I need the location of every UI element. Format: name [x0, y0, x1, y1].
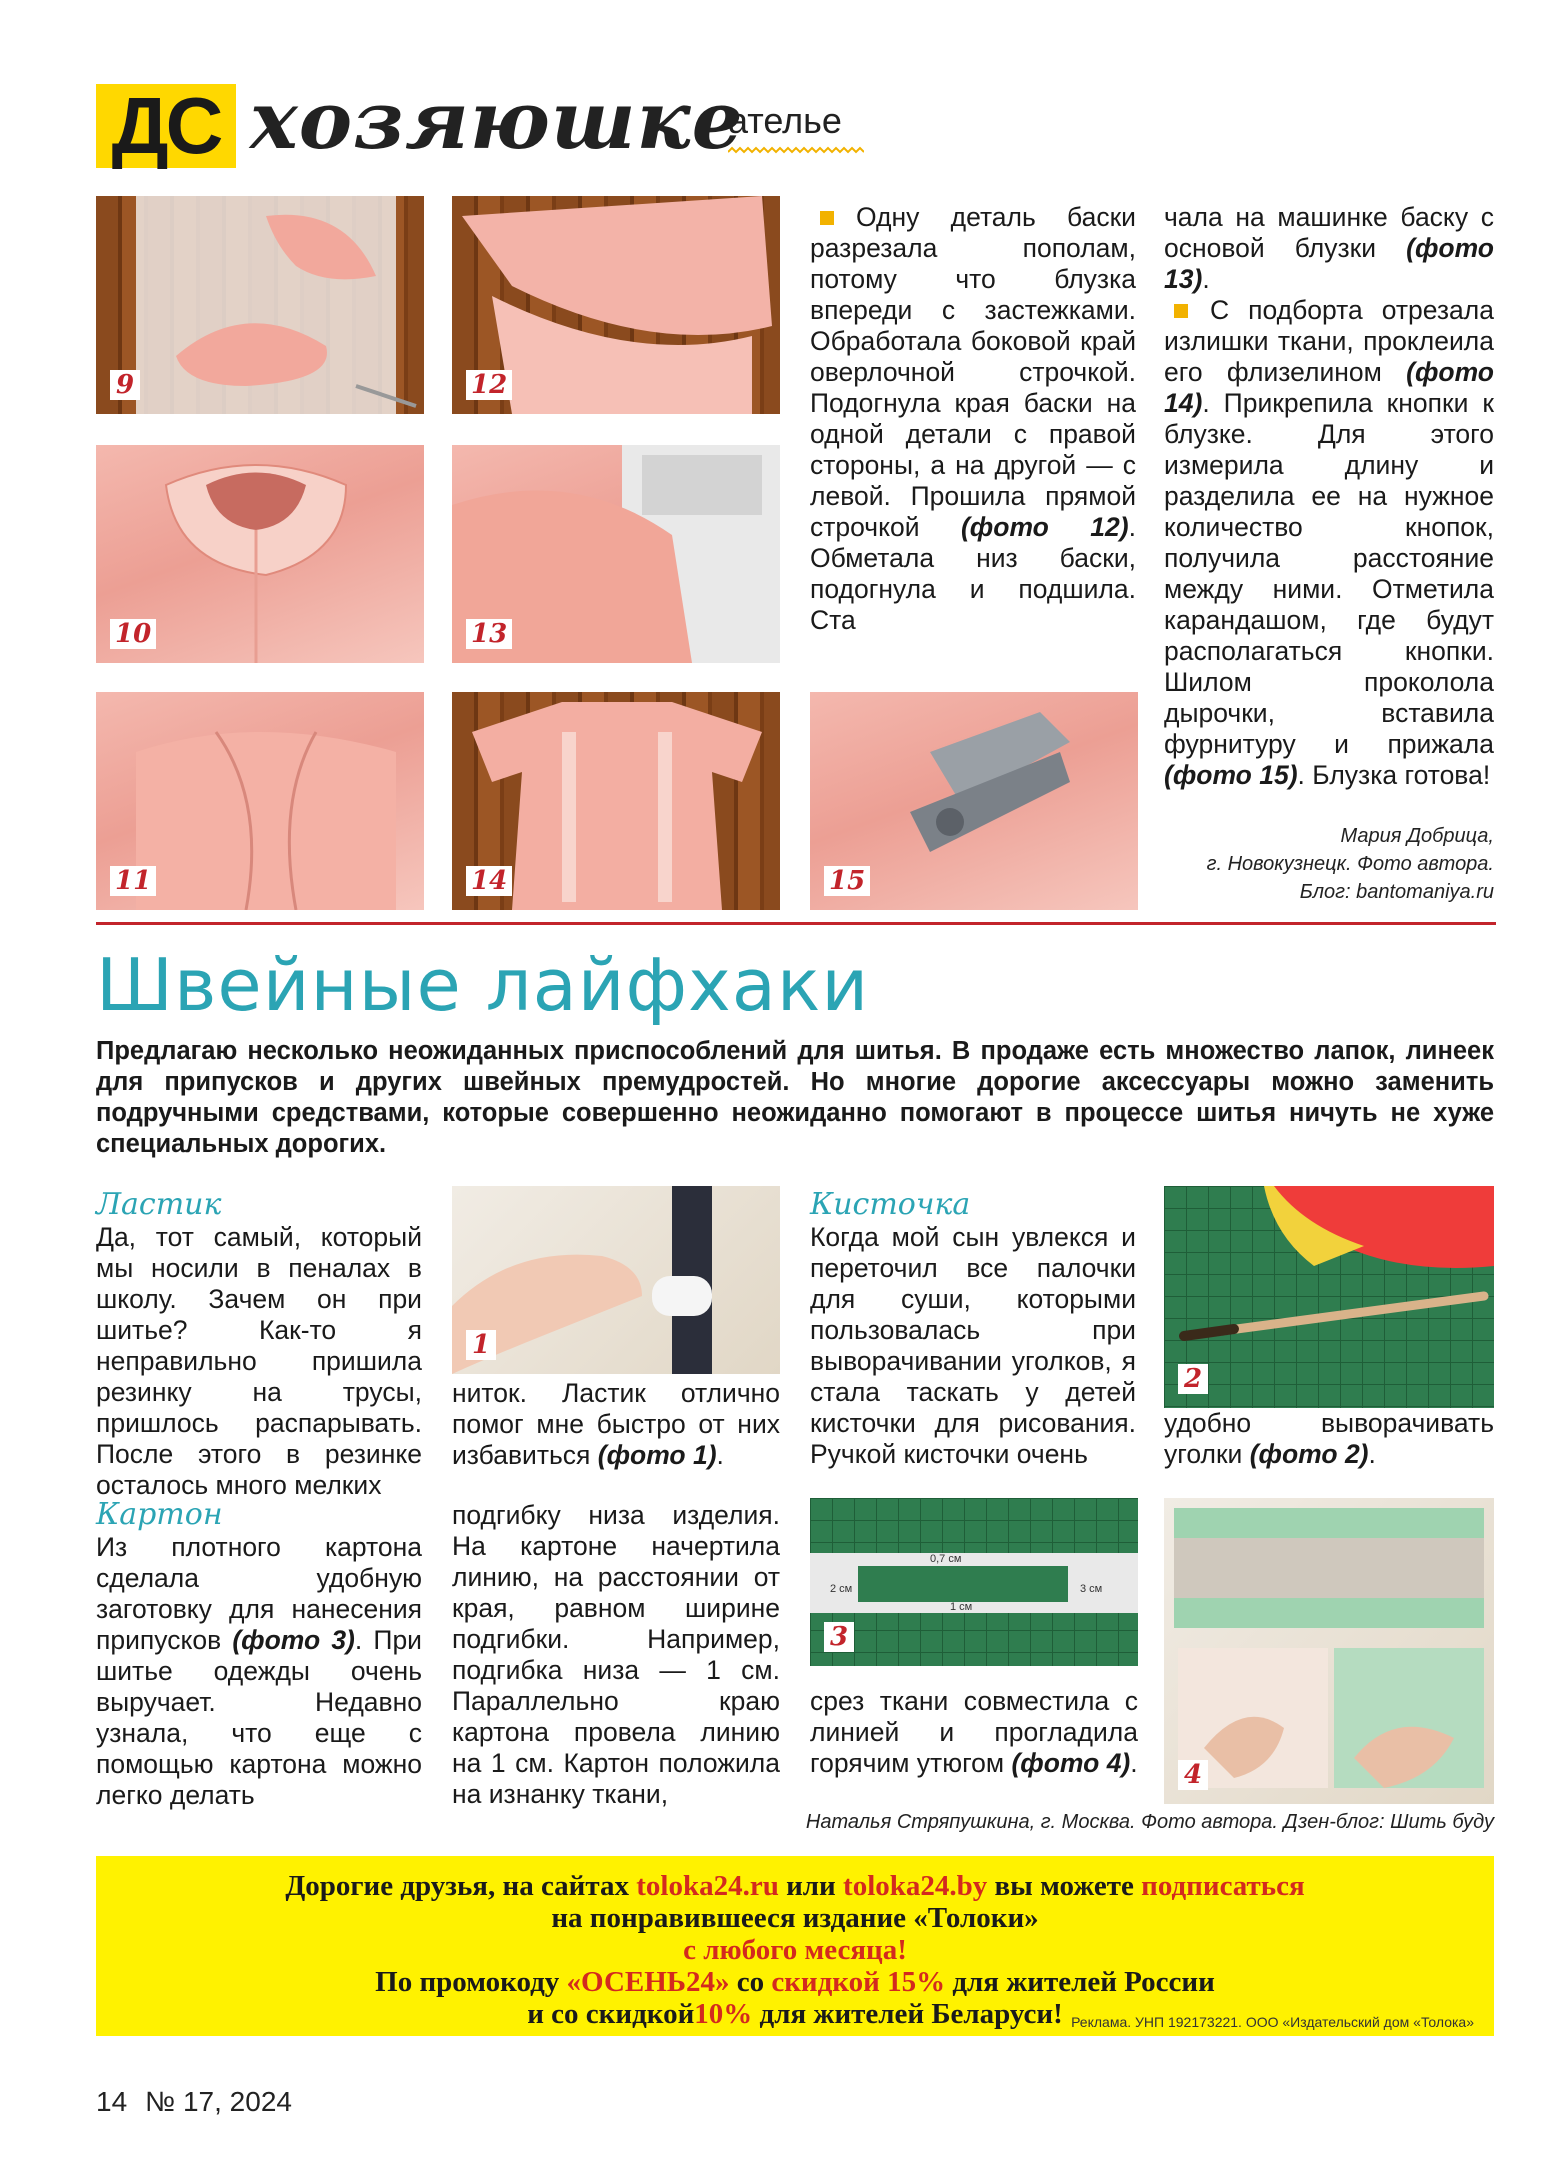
ad-site-by[interactable]: toloka24.by	[843, 1870, 988, 1902]
subscription-ad	[96, 1856, 1494, 2036]
photo-reference: (фото 4)	[1011, 1748, 1131, 1778]
photo-13	[452, 445, 780, 663]
credit-author: Мария Добрица,	[1340, 825, 1494, 847]
photo-3	[810, 1498, 1138, 1666]
photo-9	[96, 196, 424, 414]
cardboard-col3-text: срез ткани совместила с линией и прогладила горячим утюгом (фото 4).	[810, 1686, 1138, 1778]
cardboard-column-1	[96, 1532, 422, 1811]
ad-text	[96, 1870, 1494, 2030]
article1-column-1	[810, 202, 1136, 636]
eraser-column-1	[96, 1222, 422, 1501]
brush-col2-text: удобно выворачивать уголки (фото 2).	[1164, 1408, 1494, 1469]
photo-number: 2	[1178, 1364, 1208, 1394]
photo-2-illustration	[1164, 1186, 1494, 1408]
photo-reference: (фото 13)	[1164, 233, 1494, 294]
photo-3-label: 1 см	[950, 1601, 973, 1613]
ad-line-3: с любого месяца!	[683, 1934, 907, 1966]
photo-10	[96, 445, 424, 663]
eraser-column-2	[452, 1378, 780, 1471]
photo-3-label: 0,7 см	[930, 1553, 962, 1565]
brush-col1-text: Когда мой сын увлекся и переточил все палочки для суши, которыми пользовалась при выворачивании уголков, я стала таскать у детей кисточки для рисования. Ручкой кисточки очень	[810, 1222, 1136, 1469]
cardboard-column-3	[810, 1686, 1138, 1779]
credit-blog: Блог: bantomaniya.ru	[1299, 881, 1494, 903]
photo-number: 11	[110, 866, 156, 896]
page-number: 14	[96, 2086, 128, 2117]
rubric-label: ателье	[728, 100, 842, 141]
photo-number: 9	[110, 370, 140, 400]
section-divider	[96, 922, 1496, 925]
photo-2	[1164, 1186, 1494, 1408]
ad-legal-note: Реклама. УНП 192173221. ООО «Издательский дом «Толока»	[1071, 2014, 1474, 2030]
section-title: хозяюшке	[250, 73, 744, 167]
photo-reference: (фото 14)	[1164, 357, 1494, 418]
photo-number: 10	[110, 619, 156, 649]
article2-title: Швейные лайфхаки	[96, 943, 870, 1027]
photo-reference: (фото 3)	[232, 1625, 355, 1655]
photo-reference: (фото 2)	[1249, 1439, 1369, 1469]
issue-number: № 17, 2024	[145, 2086, 292, 2117]
ad-line-4: По промокоду «ОСЕНЬ24» со скидкой 15% для жителей России	[375, 1966, 1215, 1998]
photo-4-illustration	[1164, 1498, 1494, 1804]
photo-4	[1164, 1498, 1494, 1804]
page-footer	[96, 2086, 292, 2118]
article1-column-2	[1164, 202, 1494, 791]
heading-brush: Кисточка	[810, 1187, 971, 1222]
photo-1	[452, 1186, 780, 1374]
article1-col2b-text: С подборта отрезала излишки ткани, проклеила его флизелином (фото 14). Прикрепила кнопки к блузке. Для этого измерила длину и разделила ее на нужное количество кнопок, получила расстояние между ними. Отметила карандашом, где будут располагаться кнопки. Шилом проколола дырочки, вставила фурнитуру и прижала (фото 15). Блузка готова!	[1164, 295, 1494, 790]
photo-9-illustration	[96, 196, 424, 414]
ad-line-1: Дорогие друзья, на сайтах toloka24.ru или toloka24.by вы можете подписаться	[285, 1870, 1305, 1902]
photo-number: 12	[466, 370, 512, 400]
photo-1-illustration	[452, 1186, 780, 1374]
eraser-col1-text: Да, тот самый, который мы носили в пеналах в школу. Зачем он при шитье? Как-то я неправильно пришила резинку на трусы, пришлось распарывать. После этого в резинке осталось много мелких	[96, 1222, 422, 1500]
photo-3-label: 2 см	[830, 1583, 853, 1595]
cardboard-col1-text: Из плотного картона сделала удобную заготовку для нанесения припусков (фото 3). При шитье одежды очень выручает. Недавно узнала, что еще с помощью картона можно легко делать	[96, 1532, 422, 1810]
cardboard-column-2	[452, 1500, 780, 1810]
cardboard-col2-text: подгибку низа изделия. На картоне начертила линию, на расстоянии от края, равном ширине подгибки. Например, подгибка низа — 1 см. Параллельно краю картона провела линию на 1 см. Картон положила на изнанку ткани,	[452, 1500, 780, 1809]
photo-3-illustration	[810, 1498, 1138, 1666]
photo-12	[452, 196, 780, 414]
article1-col1-text: Одну деталь баски разрезала пополам, потому что блузка впереди с застежками. Обработала боковой край оверлочной строчкой. Подогнула края баски на одной детали с правой стороны, а на другой — с левой. Прошила прямой строчкой (фото 12). Обметала низ баски, подогнула и подшила. Ста	[810, 202, 1136, 635]
heading-cardboard: Картон	[96, 1497, 223, 1532]
photo-14	[452, 692, 780, 910]
photo-number: 4	[1178, 1760, 1208, 1790]
photo-reference: (фото 15)	[1164, 760, 1298, 790]
photo-reference: (фото 1)	[597, 1440, 717, 1470]
rubric-underline	[728, 146, 864, 154]
article1-col2a-text: чала на машинке баску с основой блузки (фото 13).	[1164, 202, 1494, 294]
promo-code: «ОСЕНЬ24»	[566, 1966, 730, 1998]
photo-number: 3	[824, 1622, 854, 1652]
heading-eraser: Ластик	[96, 1187, 222, 1222]
photo-number: 14	[466, 866, 512, 896]
ad-line-2: на понравившееся издание «Толоки»	[551, 1902, 1039, 1934]
bullet-marker	[820, 211, 834, 225]
photo-number: 1	[466, 1330, 496, 1360]
photo-reference: (фото 12)	[960, 512, 1129, 542]
ad-line-5: и со скидкой10% для жителей Беларуси!	[527, 1998, 1063, 2030]
eraser-col2-text: ниток. Ластик отлично помог мне быстро от них избавиться (фото 1).	[452, 1378, 780, 1470]
ad-site-ru[interactable]: toloka24.ru	[636, 1870, 779, 1902]
article1-credit	[1120, 822, 1494, 906]
bullet-marker	[1174, 304, 1188, 318]
photo-11	[96, 692, 424, 910]
photo-number: 15	[824, 866, 870, 896]
article2-credit: Наталья Стряпушкина, г. Москва. Фото автора. Дзен-блог: Шить буду	[805, 1811, 1494, 1833]
credit-city: г. Новокузнецк. Фото автора.	[1206, 853, 1494, 875]
article2-lead: Предлагаю несколько неожиданных приспособлений для шитья. В продаже есть множество лапок, линеек для припусков и других швейных премудростей. Но многие дорогие аксессуары можно заменить подручными средствами, которые совершенно неожиданно помогают в процессе шитья ничуть не хуже специальных дорогих.	[96, 1037, 1494, 1158]
photo-number: 13	[466, 619, 512, 649]
photo-15	[810, 692, 1138, 910]
photo-3-label: 3 см	[1080, 1583, 1103, 1595]
brush-column-1	[810, 1222, 1136, 1470]
brush-column-2	[1164, 1408, 1494, 1470]
magazine-logo: ДС	[96, 84, 236, 168]
